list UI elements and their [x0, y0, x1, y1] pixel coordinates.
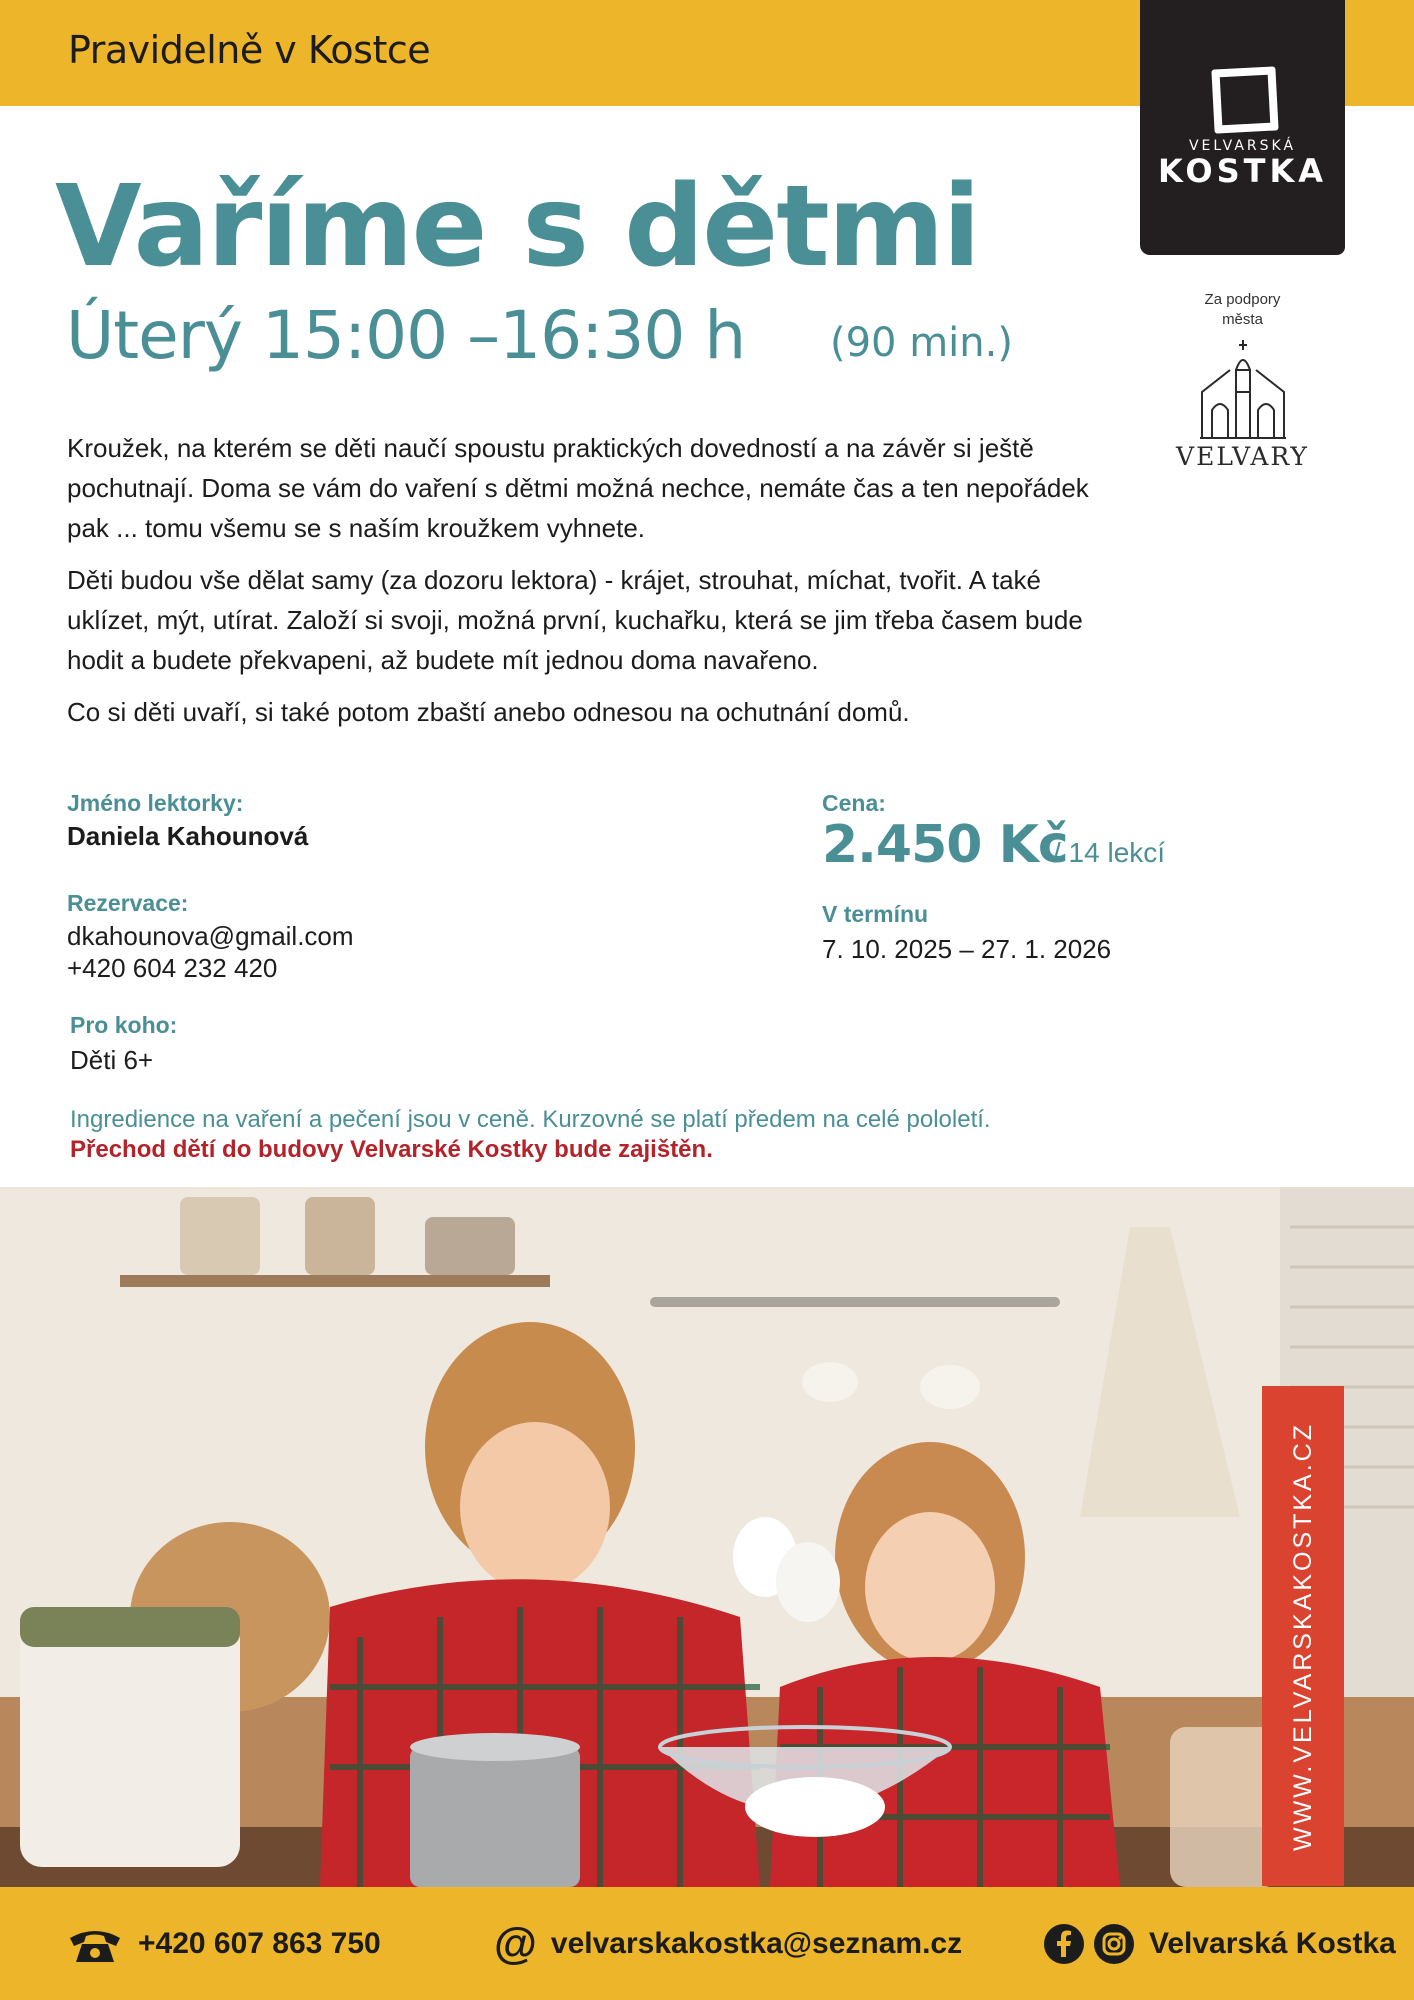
- footer-social-text: Velvarská Kostka: [1149, 1926, 1396, 1960]
- footer-phone-text: +420 607 863 750: [138, 1926, 381, 1960]
- photo-illustration: [0, 1187, 1414, 1887]
- logo-square-icon: [1211, 66, 1278, 133]
- price-unit: / 14 lekcí: [1053, 837, 1166, 868]
- footer-social[interactable]: [1043, 1887, 1396, 2000]
- support-line-1: Za podpory: [1204, 291, 1281, 308]
- footer-phone[interactable]: [66, 1887, 381, 2000]
- support-line-2: města: [1222, 311, 1263, 328]
- term-value: 7. 10. 2025 – 27. 1. 2026: [822, 934, 1112, 964]
- price-value: 2.450 Kč: [822, 815, 1068, 875]
- price-label: Cena:: [822, 790, 886, 816]
- footer-email-text: velvarskakostka@seznam.cz: [550, 1926, 963, 1960]
- website-strip-text: [1262, 1386, 1344, 1886]
- kids-cooking-photo: [0, 1187, 1414, 1887]
- term-label: V termínu: [822, 901, 929, 927]
- website-link[interactable]: WWW.VELVARSKAKOSTKA.CZ: [1288, 1421, 1317, 1851]
- event-duration: (90 min.): [830, 320, 1013, 366]
- info-note: Ingredience na vaření a pečení jsou v ceně. Kurzovné se platí předem na celé pololetí.: [70, 1106, 991, 1133]
- description-paragraph-3: Co si děti uvaří, si také potom zbaští anebo odnesou na ochutnání domů.: [67, 697, 910, 727]
- page-kicker: Pravidelně v Kostce: [68, 28, 431, 72]
- logo-big-text: KOSTKA: [1158, 152, 1327, 190]
- event-time: Úterý 15:00 –16:30 h: [66, 297, 746, 374]
- logo-small-text: VELVARSKÁ: [1188, 138, 1297, 154]
- lecturer-name: Daniela Kahounová: [67, 821, 309, 851]
- church-icon: [1200, 340, 1286, 440]
- facebook-icon[interactable]: [1043, 1923, 1085, 1965]
- description: [67, 428, 1127, 744]
- phone-icon: [66, 1924, 124, 1964]
- instagram-icon[interactable]: [1093, 1923, 1135, 1965]
- reservation-email[interactable]: dkahounova@gmail.com: [67, 921, 354, 951]
- description-paragraph-1: Kroužek, na kterém se děti naučí spoustu praktických dovedností a na závěr si ještě pochutnají. Doma se vám do vaření s dětmi možná nechce, nemáte čas a ten nepořádek pak ... tomu všemu se s naším kroužkem vyhnete.: [67, 433, 1089, 543]
- town-name: VELVARY: [1176, 442, 1309, 471]
- event-title: Vaříme s dětmi: [55, 162, 979, 292]
- lecturer-label: Jméno lektorky:: [67, 790, 244, 816]
- support-note: [1170, 290, 1315, 330]
- transfer-note: Přechod dětí do budovy Velvarské Kostky bude zajištěn.: [70, 1136, 713, 1163]
- footer-email[interactable]: [494, 1887, 962, 2000]
- audience-label: Pro koho:: [70, 1012, 178, 1038]
- reservation-phone[interactable]: +420 604 232 420: [67, 953, 278, 983]
- audience-value: Děti 6+: [70, 1045, 154, 1075]
- reservation-label: Rezervace:: [67, 890, 189, 916]
- description-paragraph-2: Děti budou vše dělat samy (za dozoru lektora) - krájet, strouhat, míchat, tvořit. A také uklízet, mýt, utírat. Založí si svoji, možná první, kuchařku, která se jim třeba časem bude hodit a budete překvapeni, až budete mít jednou doma navařeno.: [67, 565, 1083, 675]
- at-icon: @: [494, 1918, 537, 1968]
- footer-bar: [0, 1887, 1414, 2000]
- logo: [1140, 0, 1345, 255]
